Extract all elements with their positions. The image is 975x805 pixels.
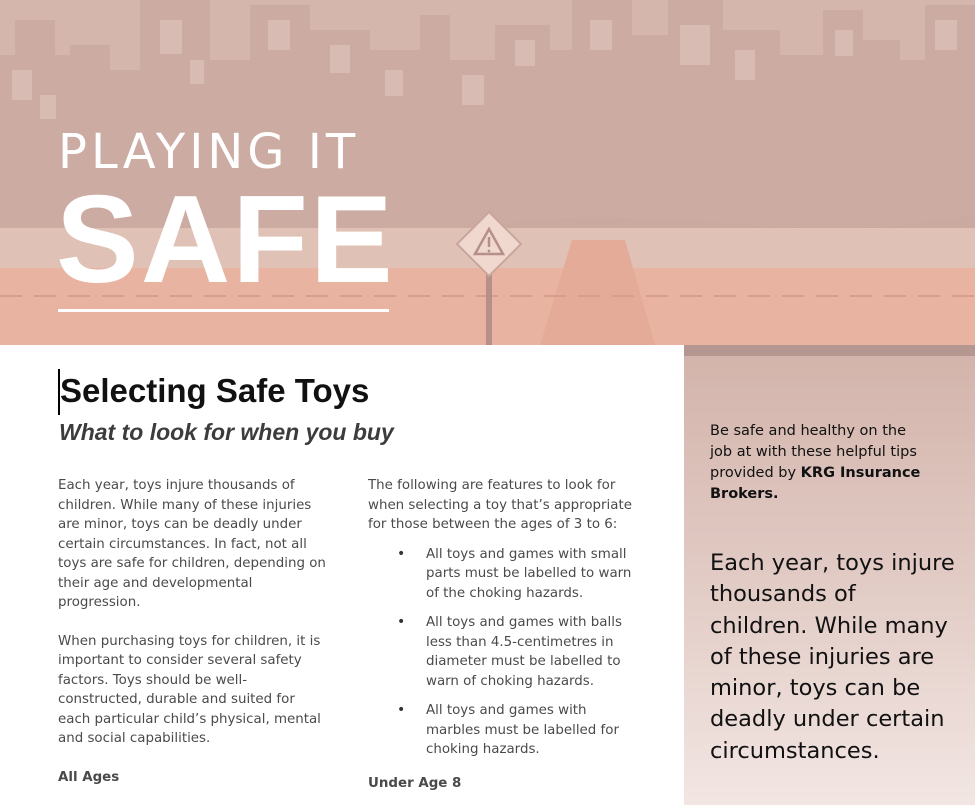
sidebar-intro[interactable] [710,421,925,505]
sidebar-intro-text: Be safe and healthy on the job at with these helpful tips provided by [710,423,917,481]
company-name: KRG Insurance Brokers. [710,465,921,502]
list-item[interactable]: • All toys and games with marbles must be labelled for choking hazards. [368,701,643,760]
body-column-left [58,476,328,768]
section-heading-all-ages[interactable]: All Ages [58,770,120,785]
banner-kicker: PLAYING IT [58,124,360,180]
paragraph[interactable]: The following are features to look for when selecting a toy that’s appropriate for those between the ages of 3 to 6: [368,478,632,532]
pull-quote[interactable]: Each year, toys injure thousands of children. While many of these injuries are minor, toys can be deadly under certain circumstances. [710,550,955,764]
feature-list [368,545,643,760]
document-subtitle[interactable]: What to look for when you buy [59,419,394,445]
headline-underline [58,309,389,312]
body-column-right [368,476,643,770]
sidebar-top-bar [684,345,975,356]
paragraph[interactable]: Each year, toys injure thousands of children. While many of these injuries are minor, toys can be deadly under certain circumstances. In fact, not all toys are safe for children, depending on their age and developmental progression. [58,478,326,610]
document-title[interactable]: Selecting Safe Toys [60,372,370,409]
hero-banner [0,0,975,345]
paragraph[interactable]: When purchasing toys for children, it is important to consider several safety factors. Toys should be well-constructed, durable and suited for each particular child’s physical, mental and social capabilities. [58,633,321,746]
banner-headline: SAFE [56,171,395,309]
sidebar-panel [684,345,975,805]
list-item[interactable]: • All toys and games with small parts must be labelled to warn of the choking hazards. [368,545,643,604]
list-item[interactable]: • All toys and games with balls less than 4.5-centimetres in diameter must be labelled to warn of choking hazards. [368,613,643,691]
section-heading-under-age-8[interactable]: Under Age 8 [368,776,462,791]
